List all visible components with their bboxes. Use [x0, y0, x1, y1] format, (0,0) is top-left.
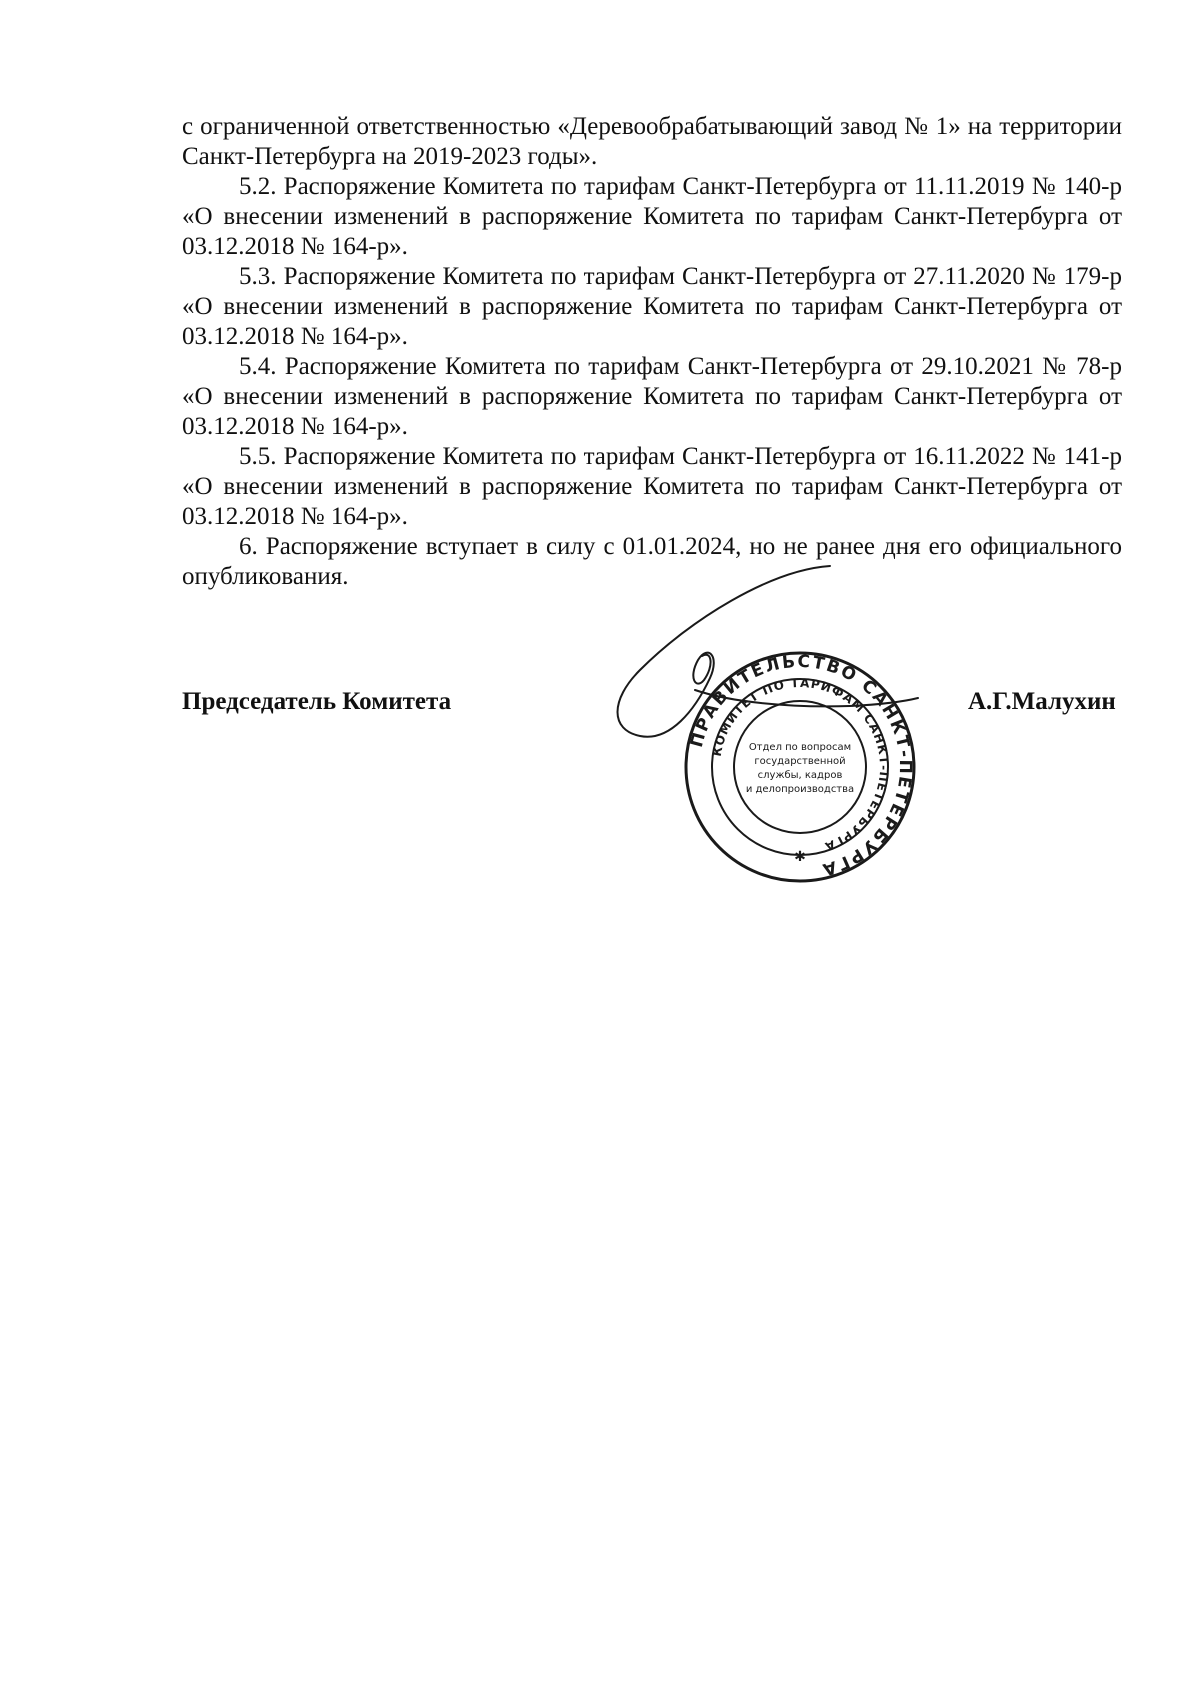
seal-inner-text: КОМИТЕТ ПО ТАРИФАМ САНКТ-ПЕТЕРБУРГА [709, 675, 892, 854]
document-body [182, 112, 1122, 592]
signatory-title: Председатель Комитета [182, 688, 452, 715]
signatory-name: А.Г.Малухин [968, 688, 1116, 715]
paragraph-5-3: 5.3. Распоряжение Комитета по тарифам Санкт-Петербурга от 27.11.2020 № 179-р «О внесении изменений в распоряжение Комитета по тарифам Санкт-Петербурга от 03.12.2018 № 164-р». [182, 263, 1122, 350]
seal-outer-text: ПРАВИТЕЛЬСТВО САНКТ-ПЕТЕРБУРГА [686, 651, 916, 880]
paragraph-continuation: с ограниченной ответственностью «Деревообрабатывающий завод № 1» на территории Санкт-Петербурга на 2019-2023 годы». [182, 113, 1122, 170]
seal-star-icon: ✱ [794, 849, 806, 865]
seal-center-line: службы, кадров [757, 770, 843, 781]
paragraph-5-5: 5.5. Распоряжение Комитета по тарифам Санкт-Петербурга от 16.11.2022 № 141-р «О внесении изменений в распоряжение Комитета по тарифам Санкт-Петербурга от 03.12.2018 № 164-р». [182, 443, 1122, 530]
paragraph-5-4: 5.4. Распоряжение Комитета по тарифам Санкт-Петербурга от 29.10.2021 № 78-р «О внесении изменений в распоряжение Комитета по тарифам Санкт-Петербурга от 03.12.2018 № 164-р». [182, 353, 1122, 440]
seal-center-line: Отдел по вопросам [748, 742, 852, 753]
paragraph-6: 6. Распоряжение вступает в силу с 01.01.2024, но не ранее дня его официального опубликования. [182, 533, 1122, 590]
signature-stroke [618, 566, 919, 737]
paragraph-5-2: 5.2. Распоряжение Комитета по тарифам Санкт-Петербурга от 11.11.2019 № 140-р «О внесении изменений в распоряжение Комитета по тарифам Санкт-Петербурга от 03.12.2018 № 164-р». [182, 173, 1122, 260]
seal-center-line: и делопроизводства [745, 784, 855, 795]
handwritten-signature [600, 560, 920, 780]
seal-center-line: государственной [754, 756, 846, 767]
